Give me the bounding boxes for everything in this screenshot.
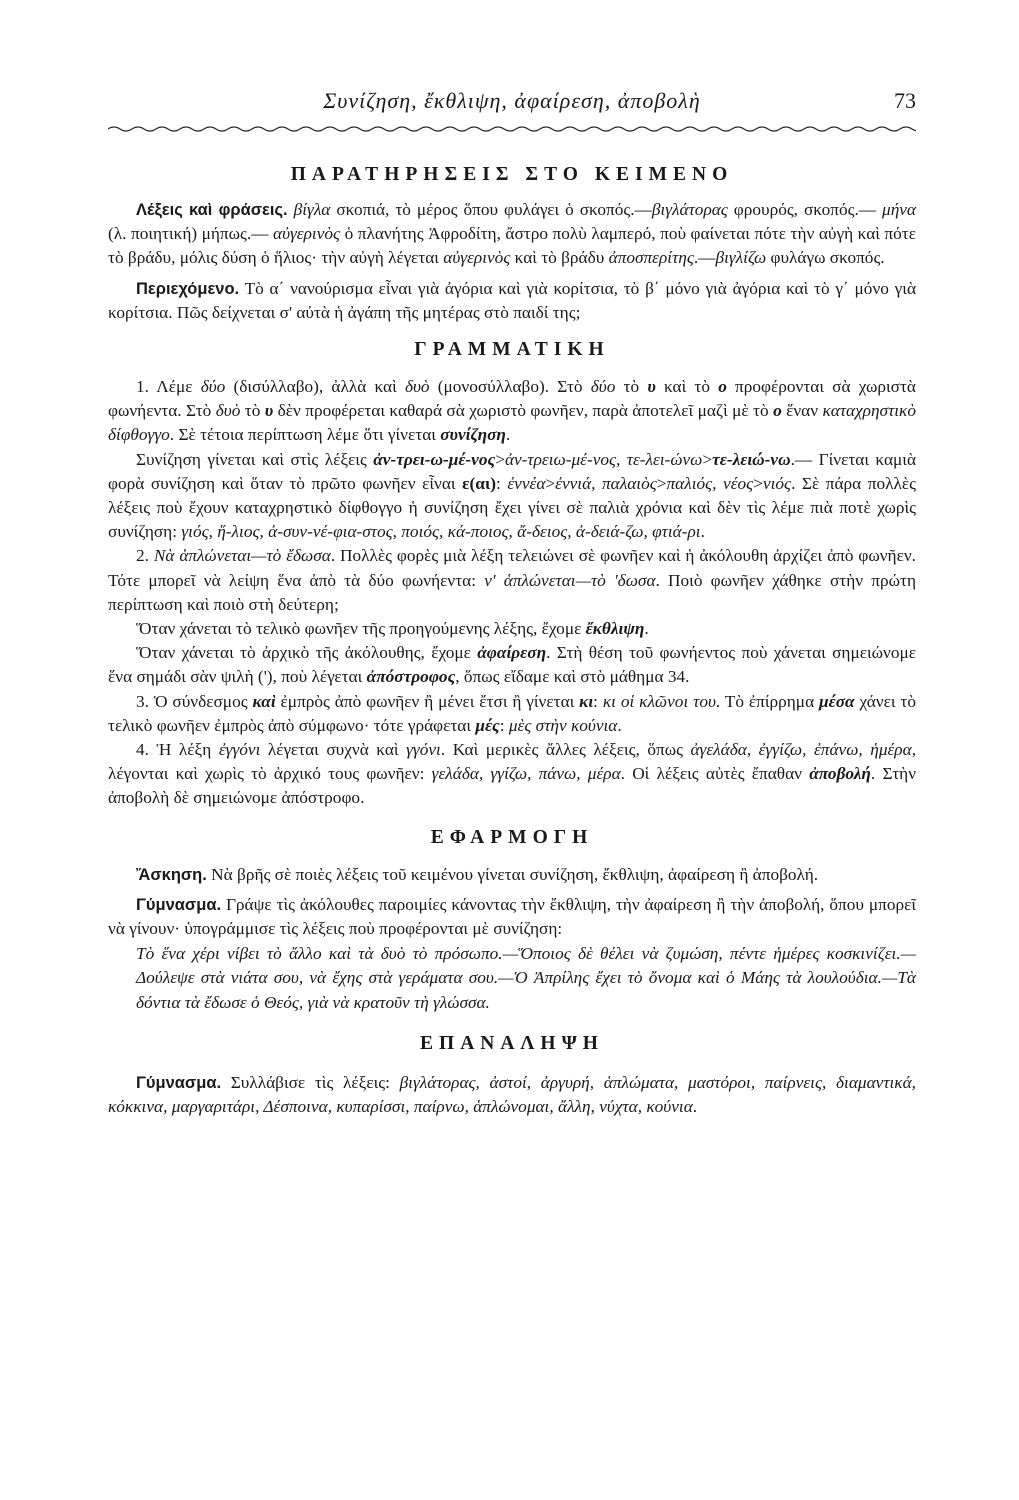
syllabify-words: βιγλάτορας, ἀστοί, ἀργυρή, ἁπλώματα, μαστόροι, παίρνεις, διαμαντικά, κόκκινα, μαργαριτάρι, Δέσποινα, κυπαρίσσι, παίρνω, ἁπλώνομαι, ἄλλη, νύχτα, κούνια	[108, 1072, 916, 1117]
paragraph-grammar-aphaeresis: Ὅταν χάνεται τὸ ἀρχικὸ τῆς ἀκόλουθης, ἔχομε ἀφαίρεση. Στὴ θέση τοῦ φωνήεντος ποὺ χάνεται σημειώνομε ἕνα σημάδι σὰν ψιλὴ ('), ποὺ λέγεται ἀπόστροφος, ὅπως εἴδαμε καὶ στὸ μάθημα 34.	[108, 643, 916, 687]
paragraph-grammar-4: 3. Ὁ σύνδεσμος καὶ ἐμπρὸς ἀπὸ φωνῆεν ἢ μένει ἔτσι ἢ γίνεται κι: κι οἱ κλῶνοι του. Τὸ ἐπίρρημα μέσα χάνει τὸ τελικὸ φωνῆεν ἐμπρὸς ἀπὸ σύμφωνο· τότε γράφεται μές: μὲς στὴν κούνια.	[108, 691, 917, 735]
heading-application: ΕΦΑΡΜΟΓΗ	[430, 826, 594, 848]
running-head	[108, 88, 916, 122]
lead-vocabulary: Λέξεις καὶ φράσεις.	[136, 201, 288, 219]
paragraph-exercise: Ἄσκηση. Νὰ βρῆς σὲ ποιὲς λέξεις τοῦ κειμένου γίνεται συνίζηση, ἔκθλιψη, ἀφαίρεση ἢ ἀποβολή.	[136, 864, 819, 884]
book-page	[108, 88, 916, 1119]
lead-drill: Γύμνασμα.	[136, 895, 222, 914]
lead-content: Περιεχόμενο.	[136, 279, 240, 298]
heading-grammar: ΓΡΑΜΜΑΤΙΚΗ	[414, 339, 610, 361]
paragraph-drill: Γύμνασμα. Γράψε τὶς ἀκόλουθες παροιμίες κάνοντας τὴν ἔκθλιψη, τὴν ἀφαίρεση ἢ τὴν ἀποβολή, ὅπου μπορεῖ νὰ γίνουν· ὑπογράμμισε τὶς λέξεις ποὺ προφέρονται μὲ συνίζηση:	[108, 894, 916, 939]
paragraph-grammar-2: Συνίζηση γίνεται καὶ στὶς λέξεις ἀν-τρει-ω-μέ-νος>ἀν-τρειω-μέ-νος, τε-λει-ώνω>τε-λειώ-νω.— Γίνεται καμιὰ φορὰ συνίζηση καὶ ὅταν τὸ πρῶτο φωνῆεν εἶναι ε(αι): ἐννέα>ἐννιά, παλαιὸς>παλιός, νέος>νιός. Σὲ πάρα πολλὲς λέξεις ποὺ ἔχουν καταχρηστικὸ δίφθογγο ἡ συνίζηση ἔχει γίνει σὲ παλιὰ χρόνια καὶ δὲν τὶς λέμε πιὰ ποτὲ χωρὶς συνίζηση: γιός, ἥ-λιος, ἀ-συν-νέ-φια-στος, ποιός, κά-ποιος, ἄ-δειος, ἀ-δειά-ζω, φτιά-ρι.	[108, 449, 917, 542]
running-title: Συνίζηση, ἔκθλιψη, ἀφαίρεση, ἀποβολὴ	[323, 88, 701, 113]
lead-review-drill: Γύμνασμα.	[136, 1073, 222, 1092]
wavy-rule	[108, 124, 916, 134]
page-number: 73	[894, 88, 916, 113]
paragraph-grammar-3: 2. Νὰ ἁπλώνεται—τὸ ἔδωσα. Πολλὲς φορὲς μιὰ λέξη τελειώνει σὲ φωνῆεν καὶ ἡ ἀκόλουθη ἀρχίζει ἀπὸ φωνῆεν. Τότε μπορεῖ νὰ λείψη ἕνα ἀπὸ τὰ δύο φωνήεντα: ν' ἁπλώνεται—τὸ 'δωσα. Ποιὸ φωνῆεν χάθηκε στὴν πρώτη περίπτωση καὶ ποιὸ στὴ δεύτερη;	[108, 546, 916, 614]
paragraph-grammar-5: 4. Ἡ λέξη ἐγγόνι λέγεται συχνὰ καὶ γγόνι. Καὶ μερικὲς ἄλλες λέξεις, ὅπως ἀγελάδα, ἐγγίζω, ἐπάνω, ἡμέρα, λέγονται καὶ χωρὶς τὸ ἀρχικό τους φωνῆεν: γελάδα, γγίζω, πάνω, μέρα. Οἱ λέξεις αὐτὲς ἔπαθαν ἀποβολή. Στὴν ἀποβολὴ δὲ σημειώνομε ἀπόστροφο.	[108, 740, 917, 808]
proverbs-block: Τὸ ἕνα χέρι νίβει τὸ ἄλλο καὶ τὰ δυὸ τὸ πρόσωπο.—Ὅποιος δὲ θέλει νὰ ζυμώση, πέντε ἡμέρες κοσκινίζει.—Δούλεψε στὰ νιάτα σου, νὰ ἔχης στὰ γεράματα σου.—Ὁ Ἀπρίλης ἔχει τὸ ὄνομα καὶ ὁ Μάης τὰ λουλούδια.—Τὰ δόντια τὰ ἔδωσε ὁ Θεός, γιὰ νὰ κρατοῦν τὴ γλώσσα.	[136, 944, 916, 1012]
lead-exercise: Ἄσκηση.	[136, 865, 207, 884]
paragraph-content: Περιεχόμενο. Τὸ α΄ νανούρισμα εἶναι γιὰ ἀγόρια καὶ γιὰ κορίτσια, τὸ β΄ μόνο γιὰ ἀγόρια καὶ τὸ γ΄ μόνο γιὰ κορίτσια. Πῶς δείχνεται σ' αὐτὰ ἡ ἀγάπη τῆς μητέρας στὸ παιδί της;	[108, 278, 916, 322]
paragraph-grammar-elision: Ὅταν χάνεται τὸ τελικὸ φωνῆεν τῆς προηγούμενης λέξης, ἔχομε ἔκθλιψη.	[136, 619, 649, 639]
paragraph-review-drill: Γύμνασμα. Συλλάβισε τὶς λέξεις: βιγλάτορας, ἀστοί, ἀργυρή, ἁπλώματα, μαστόροι, παίρνεις, διαμαντικά, κόκκινα, μαργαριτάρι, Δέσποινα, κυπαρίσσι, παίρνω, ἁπλώνομαι, ἄλλη, νύχτα, κούνια.	[108, 1072, 916, 1117]
paragraph-vocabulary: Λέξεις καὶ φράσεις. βίγλα σκοπιά, τὸ μέρος ὅπου φυλάγει ὁ σκοπός.—βιγλάτορας φρουρός, σκοπός.— μήνα (λ. ποιητική) μήπως.— αὐγερινὸς ὁ πλανήτης Ἀφροδίτη, ἄστρο πολὺ λαμπερό, ποὺ φαίνεται πότε τὴν αὐγὴ καὶ πότε τὸ βράδυ, μόλις δύση ὁ ἥλιος· τὴν αὐγὴ λέγεται αὐγερινὸς καὶ τὸ βράδυ ἀποσπερίτης.—βιγλίζω φυλάγω σκοπός.	[108, 200, 917, 268]
heading-review: ΕΠΑΝΑΛΗΨΗ	[420, 1032, 604, 1054]
heading-observations: ΠΑΡΑΤΗΡΗΣΕΙΣ ΣΤΟ ΚΕΙΜΕΝΟ	[290, 164, 734, 185]
paragraph-grammar-1: 1. Λέμε δύο (δισύλλαβο), ἀλλὰ καὶ δυὸ (μονοσύλλαβο). Στὸ δύο τὸ υ καὶ τὸ ο προφέρονται σὰ χωριστὰ φωνήεντα. Στὸ δυὸ τὸ υ δὲν προφέρεται καθαρά σὰ χωριστὸ φωνῆεν, παρὰ ἀποτελεῖ μαζὶ μὲ τὸ ο ἕναν καταχρηστικὸ δίφθογγο. Σὲ τέτοια περίπτωση λέμε ὅτι γίνεται συνίζηση.	[108, 377, 916, 445]
